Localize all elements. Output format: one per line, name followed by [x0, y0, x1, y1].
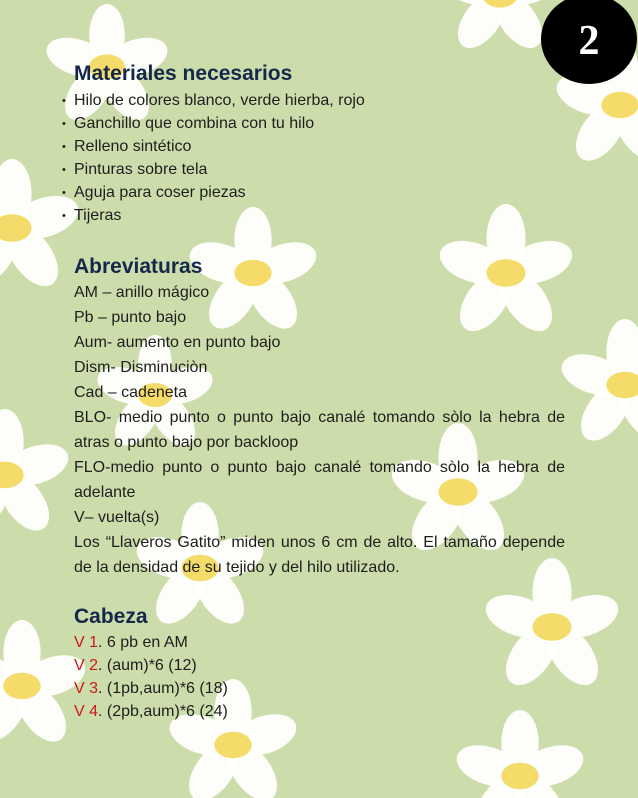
bullet-icon: • [62, 187, 66, 199]
abbreviation-item: Aum- aumento en punto bajo [74, 334, 281, 351]
abbreviation-item: Pb – punto bajo [74, 309, 187, 326]
round-row [74, 654, 228, 677]
list-item [62, 158, 365, 181]
round-number: V 2 [74, 657, 99, 674]
abbreviation-item: AM – anillo mágico [74, 284, 210, 301]
abbreviations-heading: Abreviaturas [74, 255, 203, 278]
round-instruction: . 6 pb en AM [98, 634, 188, 651]
list-item-text: Hilo de colores blanco, verde hierba, rojo [74, 92, 365, 109]
round-row [74, 631, 228, 654]
bullet-icon: • [62, 95, 66, 107]
bullet-icon: • [62, 141, 66, 153]
abbreviation-item: Cad – cadeneta [74, 384, 187, 401]
head-heading: Cabeza [74, 605, 148, 628]
size-note: Los “Llaveros Gatito” miden unos 6 cm de alto. El tamaño depende de la densidad de su tejido y del hilo utilizado. [74, 534, 565, 576]
round-instruction: . (aum)*6 (12) [98, 657, 197, 674]
materials-heading: Materiales necesarios [74, 62, 293, 85]
round-number: V 4 [74, 703, 99, 720]
round-row [74, 700, 228, 723]
bullet-icon: • [62, 118, 66, 130]
bullet-icon: • [62, 164, 66, 176]
list-item-text: Relleno sintético [74, 138, 192, 155]
page-number: 2 [578, 18, 600, 64]
materials-list [62, 89, 365, 227]
list-item [62, 112, 365, 135]
round-number: V 1 [74, 634, 99, 651]
round-definition: V– vuelta(s) [74, 509, 160, 526]
list-item [62, 181, 365, 204]
head-rounds-list [74, 631, 228, 723]
bullet-icon: • [62, 210, 66, 222]
round-number: V 3 [74, 680, 99, 697]
abbreviation-item: Dism- Disminuciòn [74, 359, 208, 376]
round-row [74, 677, 228, 700]
list-item-text: Pinturas sobre tela [74, 161, 208, 178]
round-instruction: . (1pb,aum)*6 (18) [98, 680, 228, 697]
list-item-text: Ganchillo que combina con tu hilo [74, 115, 315, 132]
flo-definition: FLO-medio punto o punto bajo canalé tomando sòlo la hebra de adelante [74, 459, 565, 501]
list-item [62, 204, 365, 227]
abbreviations-list [74, 280, 565, 405]
list-item [62, 135, 365, 158]
list-item-text: Aguja para coser piezas [74, 184, 246, 201]
list-item [62, 89, 365, 112]
list-item-text: Tijeras [74, 207, 122, 224]
blo-definition: BLO- medio punto o punto bajo canalé tomando sòlo la hebra de atras o punto bajo por backloop [74, 409, 565, 451]
round-instruction: . (2pb,aum)*6 (24) [98, 703, 228, 720]
